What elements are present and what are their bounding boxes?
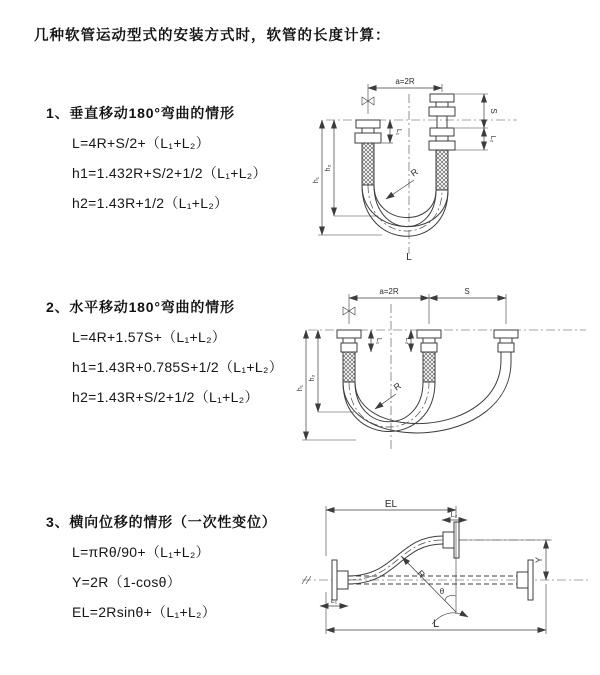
section-2-formula-h1: h1=1.43R+0.785S+1/2（L₁+L₂） xyxy=(72,359,283,375)
upper-flange-fitting xyxy=(443,522,459,558)
left-flange-fitting xyxy=(332,560,348,600)
radius-callout xyxy=(386,166,420,199)
diagram-horizontal-180-bend xyxy=(296,280,596,458)
dim-label-l1: L₁ xyxy=(330,598,338,605)
dimension-l2 xyxy=(404,330,411,352)
radius-callout xyxy=(402,557,456,612)
dim-label-y: Y xyxy=(534,556,544,564)
diagram-lateral-displacement xyxy=(296,494,596,644)
dim-label-h2: h₂ xyxy=(325,164,332,172)
section-1-formula-h2: h2=1.43R+1/2（L₁+L₂） xyxy=(72,195,229,211)
radius-label: R xyxy=(391,380,403,393)
diagram-vertical-180-bend xyxy=(312,68,597,263)
dim-label-l2: L₂ xyxy=(489,135,496,143)
dimension-l1 xyxy=(382,120,402,143)
dim-label-l: L xyxy=(432,618,440,630)
section-1-heading: 1、垂直移动180°弯曲的情形 xyxy=(46,105,235,121)
radius-label: R xyxy=(408,166,420,179)
dimension-s xyxy=(455,94,498,150)
dim-label-h1: h₁ xyxy=(313,176,320,184)
length-label: L xyxy=(406,252,412,263)
section-3-heading: 3、横向位移的情形（一次性变位） xyxy=(46,514,277,530)
right-flange-fitting xyxy=(517,560,533,600)
centerlines xyxy=(326,94,517,254)
dimension-el xyxy=(326,499,456,556)
section-3-formula-Y: Y=2R（1-cosθ） xyxy=(72,574,182,590)
section-2-heading: 2、水平移动180°弯曲的情形 xyxy=(46,299,235,315)
section-2-formula-L: L=4R+1.57S+（L₁+L₂） xyxy=(72,329,227,345)
dimension-l1 xyxy=(320,598,348,606)
left-hose-end-fitting xyxy=(337,330,361,382)
dim-label-l2: L₂ xyxy=(450,512,458,519)
dimension-a2r xyxy=(349,287,506,324)
hose-bend-arcs xyxy=(362,185,448,236)
dim-label-l1: L₁ xyxy=(395,128,402,136)
dim-label-s: S xyxy=(464,287,470,296)
dimension-y xyxy=(459,540,550,580)
section-2-formula-h2: h2=1.43R+S/2+1/2（L₁+L₂） xyxy=(72,389,259,405)
hose-displaced-position xyxy=(348,536,443,584)
dim-label-h2: h₂ xyxy=(309,374,316,382)
section-3-formula-L: L=πRθ/90+（L₁+L₂） xyxy=(72,544,210,560)
dim-label-l1: L₁ xyxy=(375,337,382,345)
dimension-l1 xyxy=(371,330,382,352)
dim-label-l2: L₂ xyxy=(404,337,411,345)
dim-label-a2r: a=2R xyxy=(395,77,415,86)
dimension-l2 xyxy=(442,512,467,520)
dim-label-a2r: a=2R xyxy=(379,287,399,296)
left-hose-end-fitting xyxy=(355,120,381,185)
theta-label: θ xyxy=(439,587,445,596)
radius-callout xyxy=(375,380,403,409)
section-3-formula-EL: EL=2Rsinθ+（L₁+L₂） xyxy=(72,604,217,620)
shifted-hose-end-fitting xyxy=(494,330,518,360)
middle-hose-end-fitting xyxy=(417,330,441,382)
section-1-formula-L: L=4R+S/2+（L₁+L₂） xyxy=(72,135,210,151)
page-title: 几种软管运动型式的安装方式时，软管的长度计算： xyxy=(34,28,391,44)
dim-label-s: S xyxy=(489,108,498,114)
dim-label-h1: h₁ xyxy=(297,384,304,392)
right-hose-end-fitting xyxy=(429,94,455,190)
section-1-formula-h1: h1=1.432R+S/2+1/2（L₁+L₂） xyxy=(72,165,267,181)
radius-label: R xyxy=(415,568,428,580)
dim-label-el: EL xyxy=(384,499,398,510)
